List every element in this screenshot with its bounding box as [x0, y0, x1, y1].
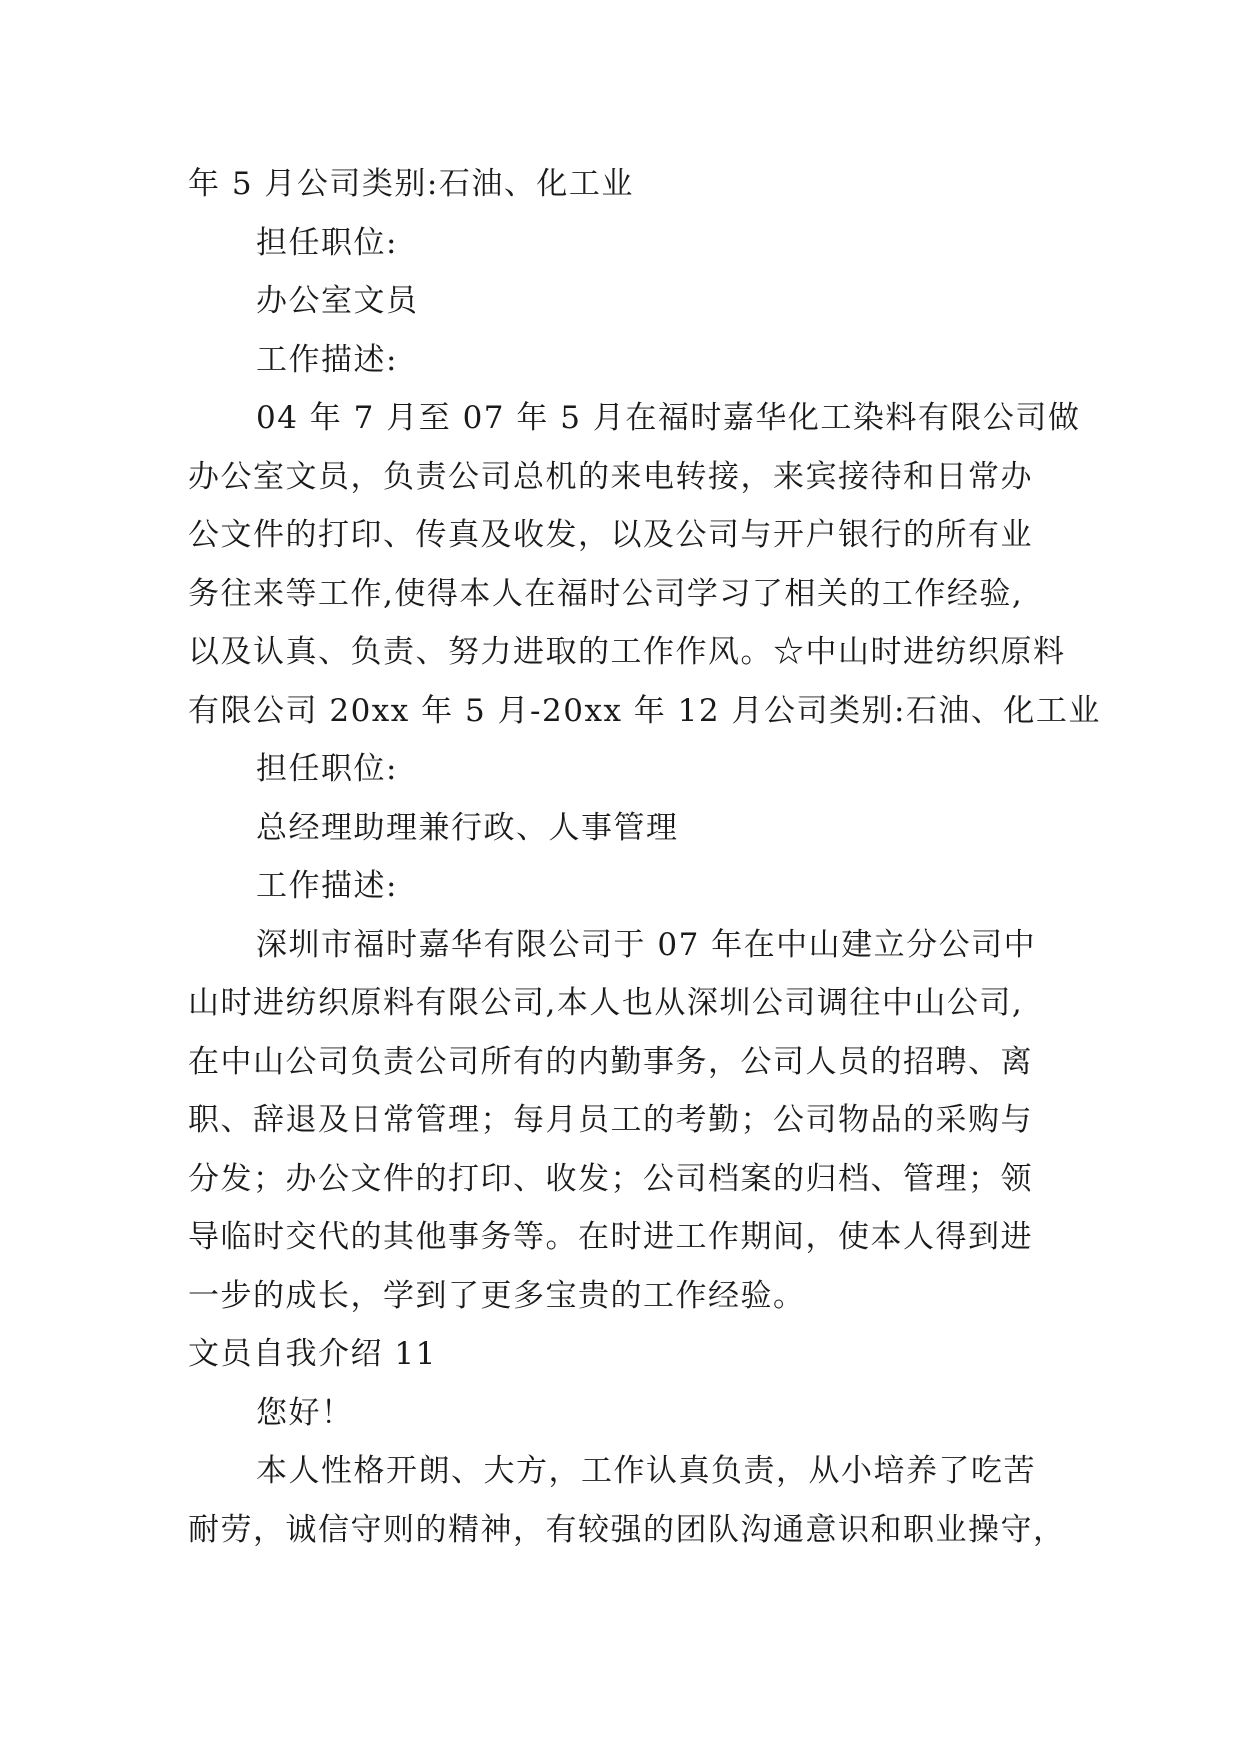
paragraph-line: 有限公司 20xx 年 5 月-20xx 年 12 月公司类别:石油、化工业 — [188, 692, 1101, 729]
paragraph-job-description-2 — [188, 916, 1054, 1326]
paragraph-line: 一步的成长，学到了更多宝贵的工作经验。 — [188, 1277, 806, 1314]
section-heading: 文员自我介绍 11 — [188, 1336, 437, 1372]
paragraph-line: 导临时交代的其他事务等。在时进工作期间，使本人得到进 — [188, 1219, 1033, 1255]
paragraph-line: 04 年 7 月至 07 年 5 月在福时嘉华化工染料有限公司做 — [256, 400, 1081, 436]
text-line-job-description-label: 工作描述: — [256, 341, 398, 378]
paragraph-line: 在中山公司负责公司所有的内勤事务，公司人员的招聘、离 — [188, 1043, 1033, 1080]
document-body — [188, 155, 1101, 1559]
text-line-position-value: 办公室文员 — [256, 283, 419, 319]
text-line-position-value-2: 总经理助理兼行政、人事管理 — [256, 809, 679, 846]
paragraph-line: 山时进纺织原料有限公司,本人也从深圳公司调往中山公司, — [188, 985, 1024, 1021]
paragraph-line: 职、辞退及日常管理；每月员工的考勤；公司物品的采购与 — [188, 1102, 1033, 1138]
paragraph-line: 深圳市福时嘉华有限公司于 07 年在中山建立分公司中 — [256, 926, 1037, 963]
paragraph-line: 办公室文员，负责公司总机的来电转接，来宾接待和日常办 — [188, 458, 1033, 495]
paragraph-line: 分发；办公文件的打印、收发；公司档案的归档、管理；领 — [188, 1160, 1033, 1197]
paragraph-line: 公文件的打印、传真及收发，以及公司与开户银行的所有业 — [188, 517, 1033, 553]
paragraph-job-description-1 — [188, 389, 1101, 740]
text-line-job-description-label-2: 工作描述: — [256, 868, 398, 904]
paragraph-line: 务往来等工作,使得本人在福时公司学习了相关的工作经验, — [188, 575, 1024, 612]
paragraph-line: 以及认真、负责、努力进取的工作作风。☆中山时进纺织原料 — [188, 634, 1066, 670]
paragraph-line: 耐劳，诚信守则的精神，有较强的团队沟通意识和职业操守， — [188, 1511, 1066, 1548]
text-line-company-category: 年 5 月公司类别:石油、化工业 — [188, 166, 634, 202]
text-line-position-label-2: 担任职位: — [256, 751, 398, 787]
paragraph-line: 本人性格开朗、大方，工作认真负责，从小培养了吃苦 — [256, 1453, 1036, 1489]
paragraph-self-introduction — [188, 1442, 1066, 1559]
text-line-position-label: 担任职位: — [256, 224, 398, 261]
greeting-line: 您好！ — [256, 1394, 354, 1431]
